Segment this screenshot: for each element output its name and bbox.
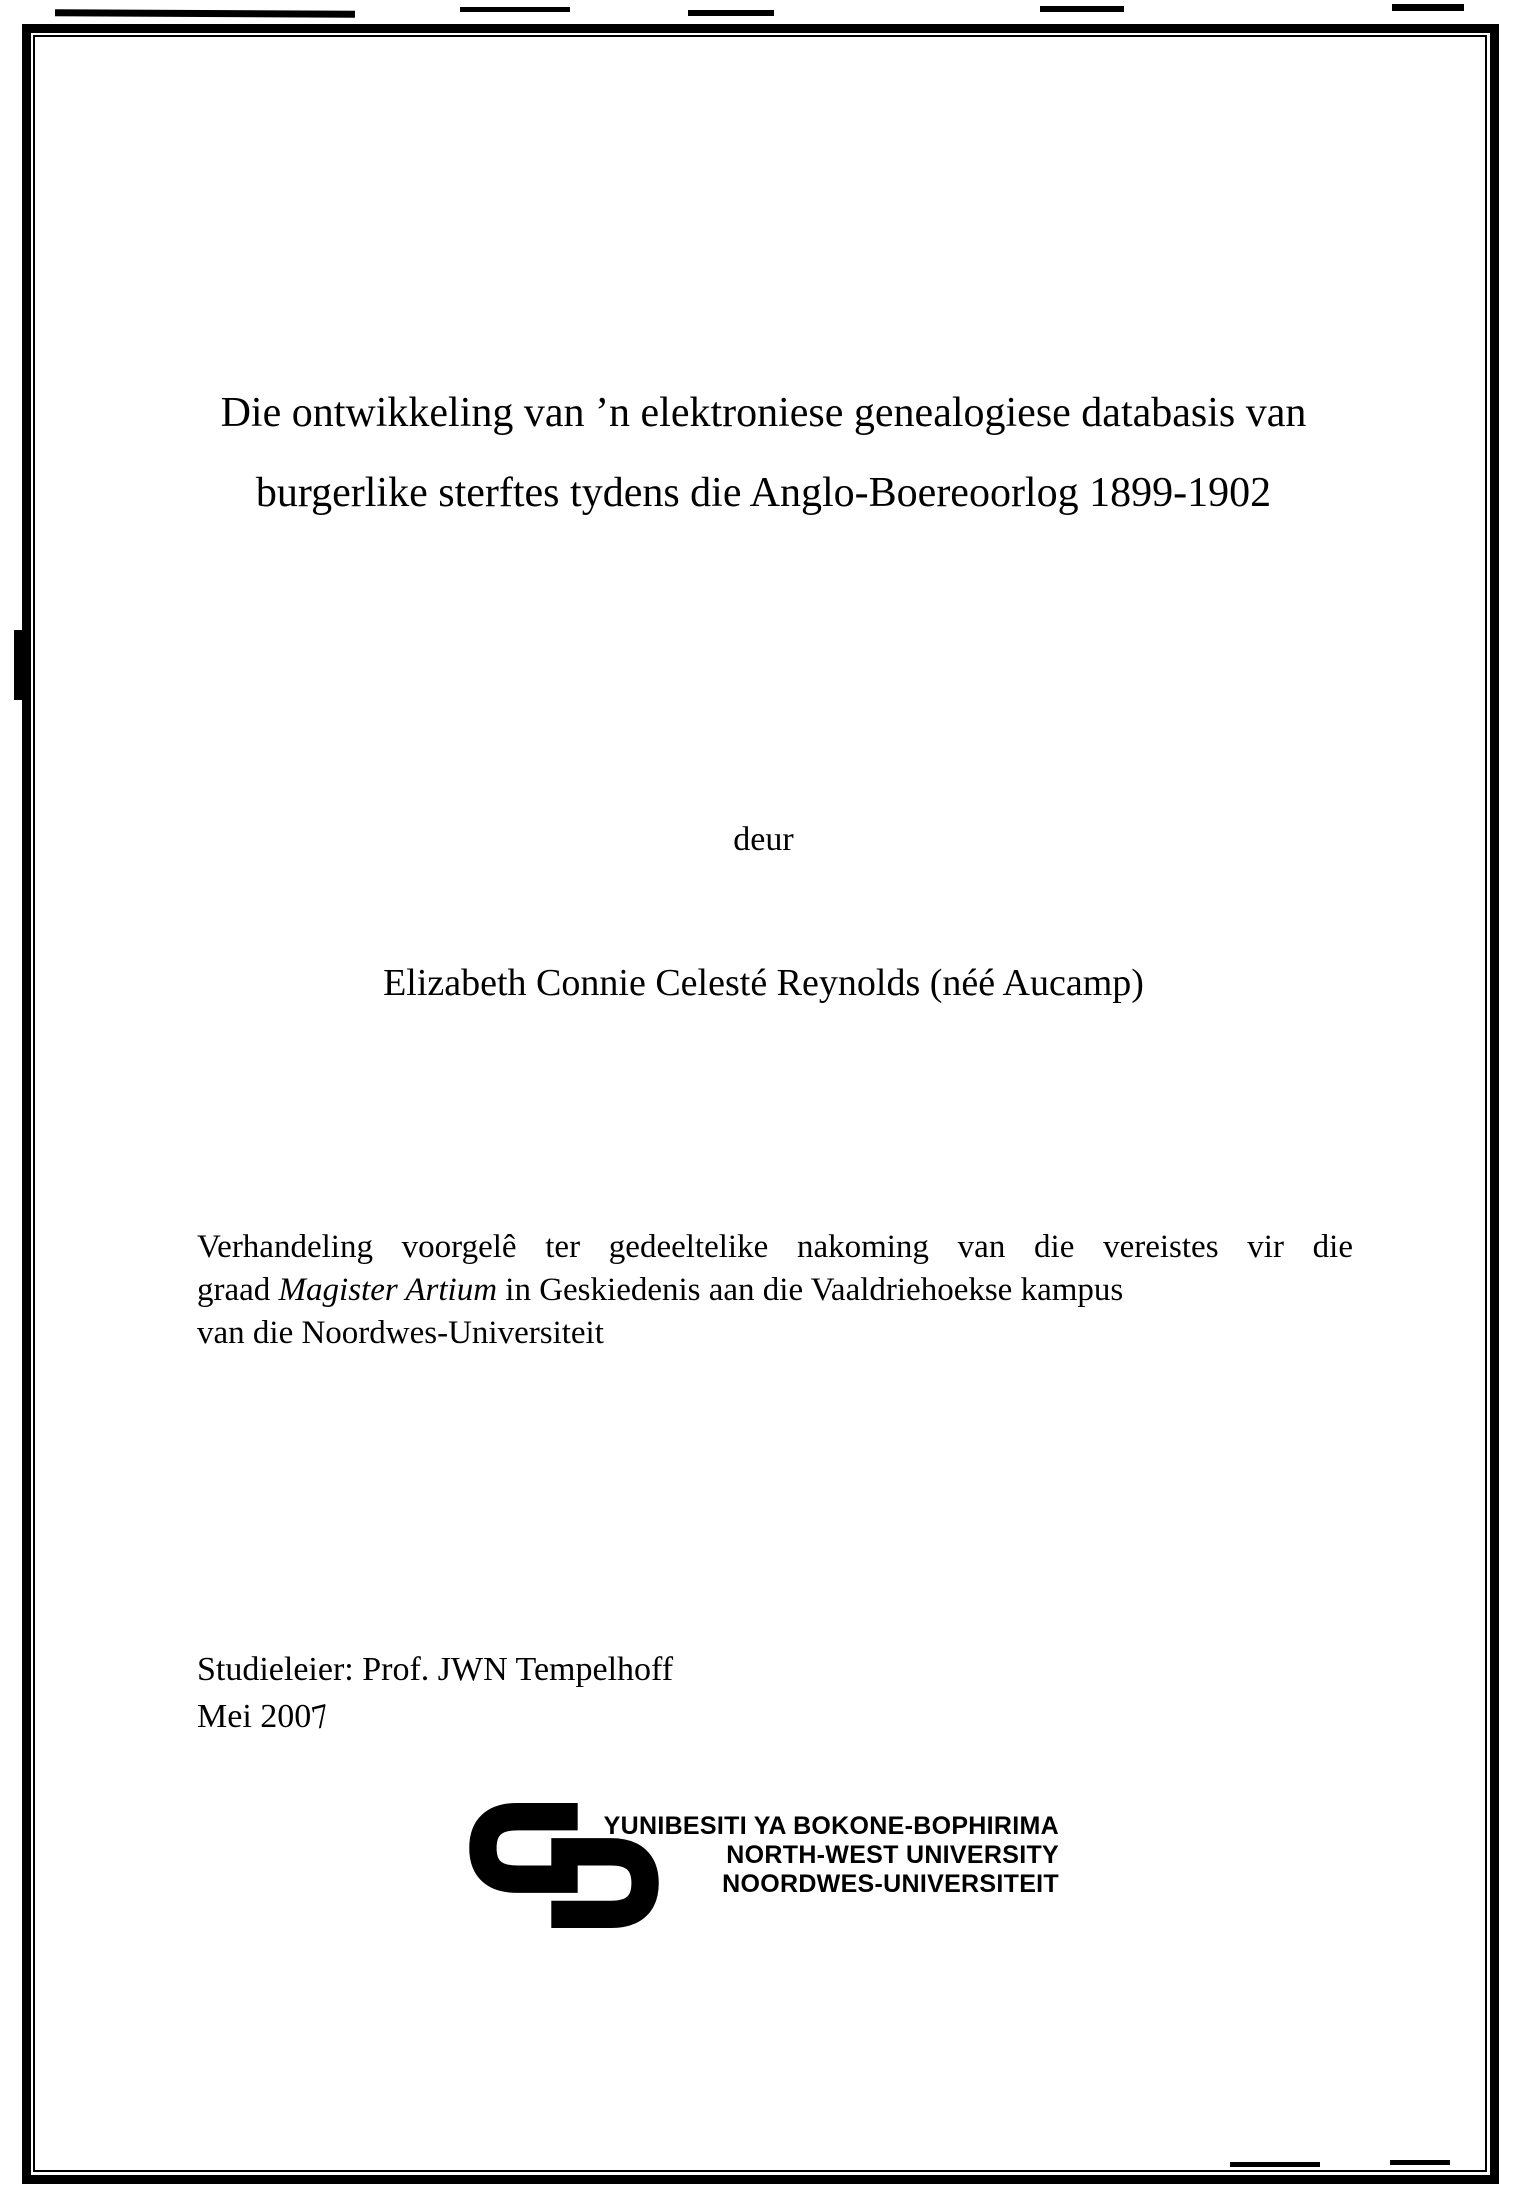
degree-statement-line3: van die Noordwes-Universiteit <box>197 1315 604 1351</box>
scan-artifact <box>1040 6 1124 12</box>
thesis-title-line2: burgerlike sterftes tydens die Anglo-Boereoorlog 1899-1902 <box>255 470 1272 516</box>
thesis-title <box>40 373 1487 533</box>
thesis-title-line1: Die ontwikkeling van ’n elektroniese genealogiese databasis van <box>220 390 1307 436</box>
scan-artifact <box>1390 2160 1450 2165</box>
scan-artifact <box>1230 2162 1320 2167</box>
university-name-setswana: YUNIBESITI YA BOKONE-BOPHIRIMA <box>603 1812 1059 1840</box>
degree-statement-line2-post: in Geskiedenis aan die Vaaldriehoekse kampus <box>497 1272 1124 1308</box>
scan-artifact <box>55 9 355 18</box>
date-last-digit: 7 <box>308 1697 334 1738</box>
degree-statement <box>197 1226 1353 1355</box>
date-prefix: Mei 200 <box>197 1698 312 1735</box>
scan-artifact <box>460 7 570 12</box>
author-name: Elizabeth Connie Celesté Reynolds (néé Aucamp) <box>383 962 1144 1004</box>
university-name-afrikaans: NOORDWES-UNIVERSITEIT <box>722 1870 1059 1898</box>
byline-label: deur <box>733 821 794 858</box>
supervisor-line: Studieleier: Prof. JWN Tempelhoff <box>197 1651 674 1688</box>
degree-name-italic: Magister Artium <box>278 1272 498 1308</box>
scan-artifact <box>14 630 23 700</box>
scan-artifact <box>1392 4 1464 11</box>
scan-artifact <box>688 10 774 16</box>
degree-statement-line2 <box>197 1269 1353 1312</box>
university-name-block <box>604 1812 1059 1899</box>
degree-statement-line1: Verhandeling voorgelê ter gedeeltelike nakoming van die vereistes vir die <box>197 1229 1353 1265</box>
degree-statement-line2-pre: graad <box>197 1272 279 1308</box>
supervisor-block <box>197 1646 673 1740</box>
university-name-english: NORTH-WEST UNIVERSITY <box>726 1841 1059 1869</box>
date-line <box>197 1693 673 1740</box>
